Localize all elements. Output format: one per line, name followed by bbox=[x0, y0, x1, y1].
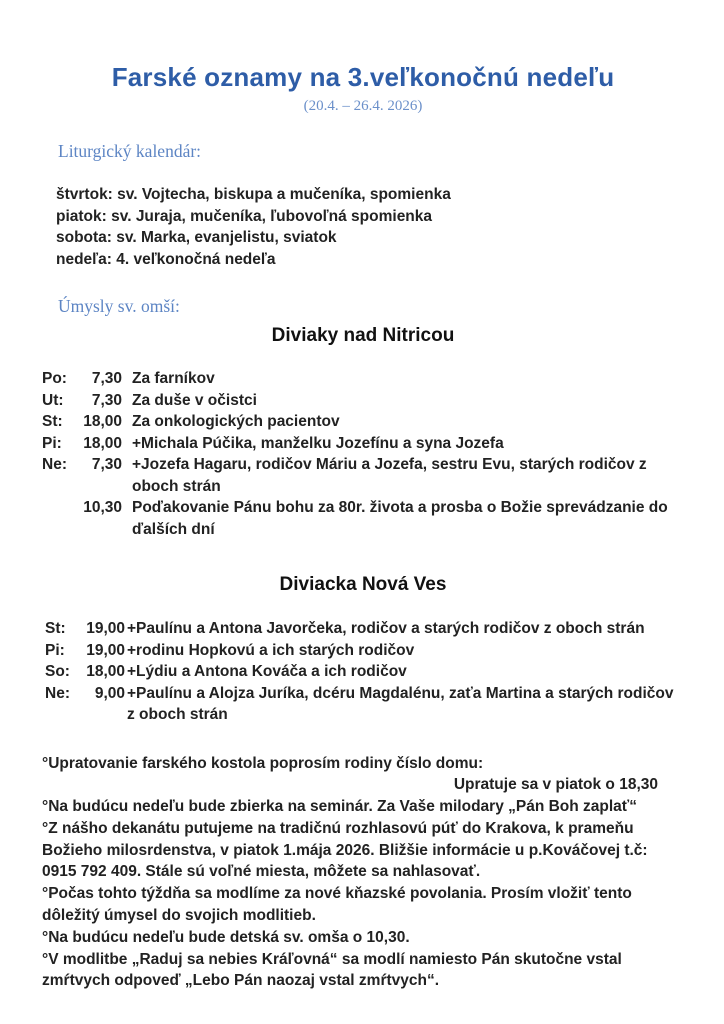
section-title-diviacka-nova-ves: Diviacka Nová Ves bbox=[279, 574, 447, 595]
announcement-vocations: °Počas tohto týždňa sa modlíme za nové kňazské povolania. Prosím vložiť tento dôležitý úmysel do svojich modlitieb. bbox=[42, 885, 632, 925]
mass-day: Ne: bbox=[45, 684, 70, 702]
section-title-diviaky-nad-nitricou: Diviaky nad Nitricou bbox=[271, 325, 455, 346]
mass-row bbox=[42, 390, 684, 412]
mass-intention: +Paulínu a Antona Javorčeka, rodičov a starých rodičov z oboch strán bbox=[127, 620, 645, 637]
mass-day: Ut: bbox=[42, 391, 64, 409]
page-title: Farské oznamy na 3.veľkonočnú nedeľu bbox=[111, 62, 615, 92]
page-subtitle: (20.4. – 26.4. 2026) bbox=[303, 98, 423, 114]
mass-time: 7,30 bbox=[91, 456, 122, 473]
mass-row bbox=[45, 618, 684, 640]
calendar-line-friday: piatok: sv. Juraja, mučeníka, ľubovoľná spomienka bbox=[56, 207, 433, 225]
mass-time: 18,00 bbox=[83, 413, 122, 430]
mass-time: 7,30 bbox=[91, 370, 122, 387]
mass-time: 7,30 bbox=[91, 391, 122, 409]
mass-intention: +Paulínu a Alojza Juríka, dcéru Magdalénu, zaťa Martina a starých rodičov z oboch strán bbox=[127, 684, 674, 723]
mass-day: St: bbox=[42, 413, 63, 430]
mass-intentions-heading: Úmysly sv. omší: bbox=[58, 296, 180, 316]
mass-row bbox=[42, 433, 684, 455]
mass-row bbox=[42, 497, 684, 540]
mass-day: Pi: bbox=[45, 641, 65, 659]
announcement-cleaning: °Upratovanie farského kostola poprosím rodiny číslo domu: bbox=[42, 754, 484, 772]
mass-row bbox=[42, 454, 684, 497]
mass-intention: +Lýdiu a Antona Kováča a ich rodičov bbox=[127, 663, 407, 680]
mass-row bbox=[45, 661, 684, 683]
mass-intention: Za farníkov bbox=[132, 370, 215, 387]
mass-time: 18,00 bbox=[86, 663, 125, 680]
announcement-children-mass: °Na budúcu nedeľu bude detská sv. omša o 10,30. bbox=[42, 928, 410, 946]
mass-day: So: bbox=[45, 663, 70, 680]
liturgical-calendar-heading: Liturgický kalendár: bbox=[58, 141, 202, 161]
announcements bbox=[42, 753, 684, 993]
announcement-regina-caeli: °V modlitbe „Raduj sa nebies Kráľovná“ sa modlí namiesto Pán skutočne vstal zmŕtvych odpoveď „Lebo Pán naozaj vstal zmŕtvych“. bbox=[42, 950, 622, 990]
mass-intention: Za onkologických pacientov bbox=[132, 413, 340, 430]
mass-time: 10,30 bbox=[83, 499, 122, 516]
mass-day: Pi: bbox=[42, 434, 62, 452]
announcement-collection: °Na budúcu nedeľu bude zbierka na seminár. Za Vaše milodary „Pán Boh zaplať“ bbox=[42, 798, 637, 816]
announcement-cleaning-note: Upratuje sa v piatok o 18,30 bbox=[453, 776, 658, 794]
calendar-line-sunday: nedeľa: 4. veľkonočná nedeľa bbox=[56, 250, 276, 268]
mass-schedule-diviaky bbox=[42, 368, 684, 540]
announcement-pilgrimage: °Z nášho dekanátu putujeme na tradičnú rozhlasovú púť do Krakova, k prameňu Božieho milosrdenstva, v piatok 1.mája 2026. Bližšie informácie u p.Kováčovej t.č: 0915 792 409. Stále sú voľné miesta, môžete sa nahlasovať. bbox=[42, 819, 648, 881]
mass-row bbox=[45, 683, 684, 726]
mass-intention: Poďakovanie Pánu bohu za 80r. života a prosba o Božie sprevádzanie do ďalších dní bbox=[132, 499, 668, 538]
mass-schedule-diviacka-nova-ves bbox=[45, 618, 684, 726]
calendar-line-saturday: sobota: sv. Marka, evanjelistu, sviatok bbox=[56, 229, 337, 246]
mass-time: 9,00 bbox=[94, 684, 125, 702]
liturgical-calendar-list bbox=[56, 184, 684, 270]
mass-day: St: bbox=[45, 620, 66, 637]
mass-time: 19,00 bbox=[86, 620, 125, 637]
mass-day: Ne: bbox=[42, 456, 67, 473]
mass-intention: +rodinu Hopkovú a ich starých rodičov bbox=[127, 641, 415, 659]
mass-intention: Za duše v očistci bbox=[132, 391, 257, 409]
mass-row bbox=[42, 368, 684, 390]
mass-day bbox=[42, 497, 74, 540]
mass-day: Po: bbox=[42, 370, 67, 387]
mass-intention: +Jozefa Hagaru, rodičov Máriu a Jozefa, sestru Evu, starých rodičov z oboch strán bbox=[132, 456, 647, 495]
calendar-line-thursday: štvrtok: sv. Vojtecha, biskupa a mučeníka, spomienka bbox=[56, 186, 451, 203]
mass-intention: +Michala Púčika, manželku Jozefínu a syna Jozefa bbox=[132, 434, 504, 452]
mass-row bbox=[45, 640, 684, 662]
mass-time: 18,00 bbox=[83, 434, 122, 452]
mass-row bbox=[42, 411, 684, 433]
mass-time: 19,00 bbox=[86, 641, 125, 659]
